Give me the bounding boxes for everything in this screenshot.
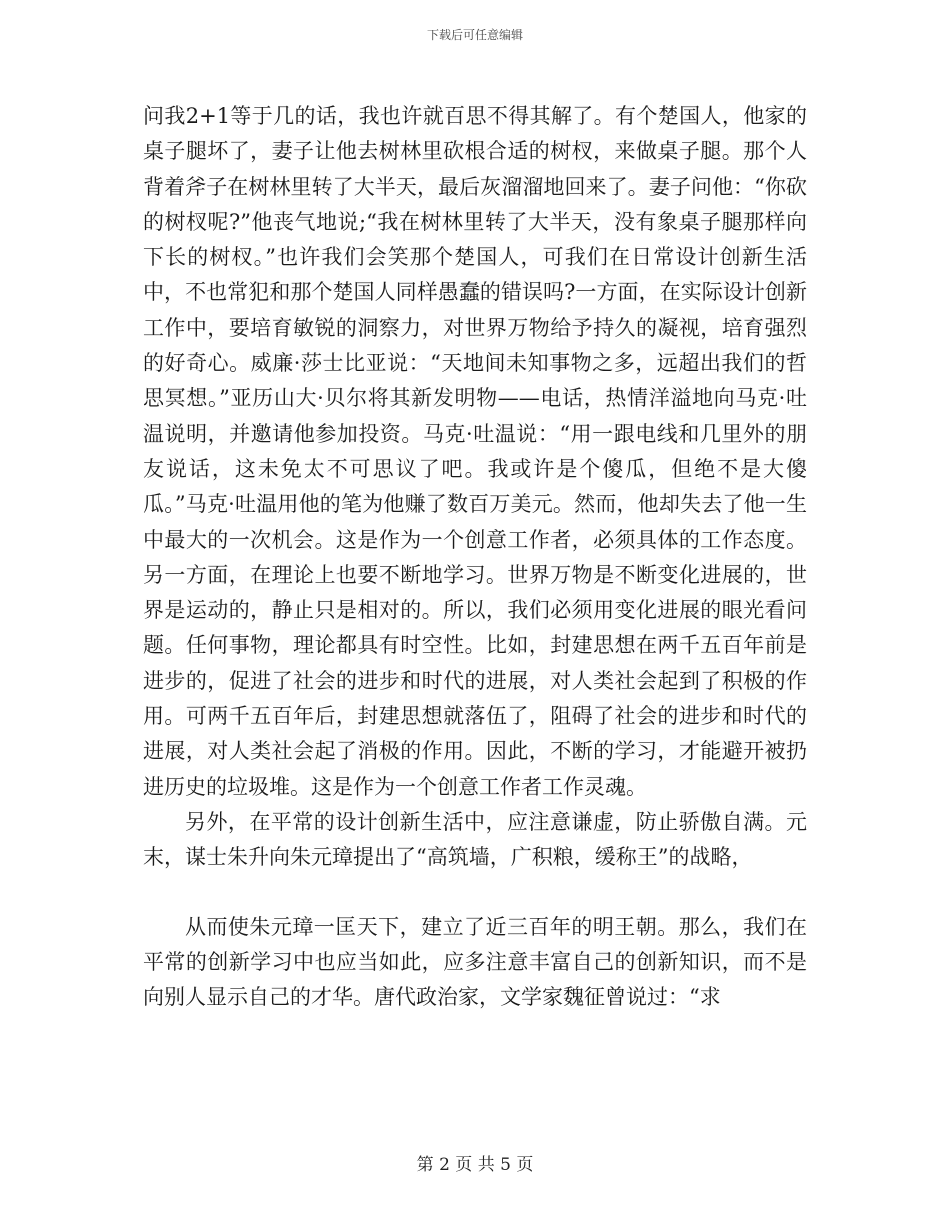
paragraph-humility: 另外，在平常的设计创新生活中，应注意谦虚，防止骄傲自满。元末，谋士朱升向朱元璋提出了“高筑墙，广积粮，缓称王”的战略，: [143, 809, 807, 870]
paragraph-ming-dynasty: 从而使朱元璋一匡天下，建立了近三百年的明王朝。那么，我们在平常的创新学习中也应当如此，应多注意丰富自己的创新知识，而不是向别人显示自己的才华。唐代政治家，文学家魏征曾说过：“求: [143, 914, 807, 1010]
document-body: [143, 99, 807, 1015]
page-header: 下载后可任意编辑: [426, 28, 523, 42]
paragraph-continued: 问我2+1等于几的话，我也许就百思不得其解了。有个楚国人，他家的桌子腿坏了，妻子让他去树林里砍根合适的树杈，来做桌子腿。那个人背着斧子在树林里转了大半天，最后灰溜溜地回来了。妻子问他：“你砍的树杈呢?”他丧气地说;“我在树林里转了大半天，没有象桌子腿那样向下长的树杈。”也许我们会笑那个楚国人，可我们在日常设计创新生活中，不也常犯和那个楚国人同样愚蠢的错误吗?一方面，在实际设计创新工作中，要培育敏锐的洞察力，对世界万物给予持久的凝视，培育强烈的好奇心。威廉·莎士比亚说：“天地间未知事物之多，远超出我们的哲思冥想。”亚历山大·贝尔将其新发明物——电话，热情洋溢地向马克·吐温说明，并邀请他参加投资。马克·吐温说：“用一跟电线和几里外的朋友说话，这未免太不可思议了吧。我或许是个傻瓜，但绝不是大傻瓜。”马克·吐温用他的笔为他赚了数百万美元。然而，他却失去了他一生中最大的一次机会。这是作为一个创意工作者，必须具体的工作态度。另一方面，在理论上也要不断地学习。世界万物是不断变化进展的，世界是运动的，静止只是相对的。所以，我们必须用变化进展的眼光看问题。任何事物，理论都具有时空性。比如，封建思想在两千五百年前是进步的，促进了社会的进步和时代的进展，对人类社会起到了积极的作用。可两千五百年后，封建思想就落伍了，阻碍了社会的进步和时代的进展，对人类社会起了消极的作用。因此，不断的学习，才能避开被扔进历史的垃圾堆。这是作为一个创意工作者工作灵魂。: [143, 104, 807, 799]
page-number: 第 2 页 共 5 页: [416, 1155, 534, 1175]
